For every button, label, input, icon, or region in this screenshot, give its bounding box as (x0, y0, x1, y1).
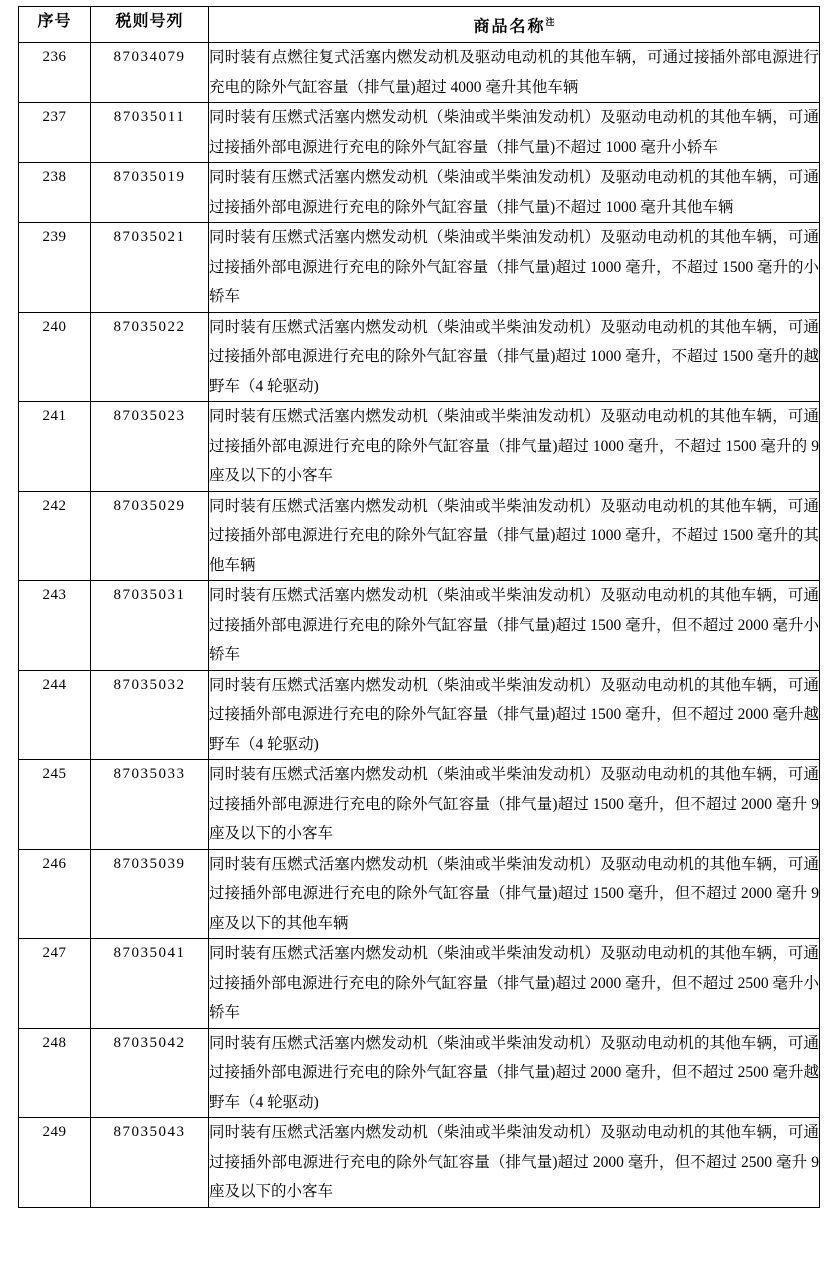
table-header (19, 7, 820, 43)
cell-seq: 238 (19, 163, 91, 223)
cell-seq: 236 (19, 43, 91, 103)
cell-name: 同时装有压燃式活塞内燃发动机（柴油或半柴油发动机）及驱动电动机的其他车辆，可通过接插外部电源进行充电的除外气缸容量（排气量)超过 1000 毫升，不超过 1500 毫升的其他车辆 (209, 491, 820, 581)
cell-seq: 248 (19, 1028, 91, 1118)
table-row (19, 223, 820, 313)
cell-seq: 246 (19, 849, 91, 939)
cell-code: 87035033 (91, 760, 209, 850)
cell-name: 同时装有点燃往复式活塞内燃发动机及驱动电动机的其他车辆，可通过接插外部电源进行充电的除外气缸容量（排气量)超过 4000 毫升其他车辆 (209, 43, 820, 103)
table-row (19, 402, 820, 492)
cell-seq: 245 (19, 760, 91, 850)
cell-code: 87035019 (91, 163, 209, 223)
cell-name: 同时装有压燃式活塞内燃发动机（柴油或半柴油发动机）及驱动电动机的其他车辆，可通过接插外部电源进行充电的除外气缸容量（排气量)超过 1000 毫升，不超过 1500 毫升的 9 座及以下的小客车 (209, 402, 820, 492)
cell-seq: 242 (19, 491, 91, 581)
column-header-code: 税则号列 (91, 7, 209, 43)
table-header-row (19, 7, 820, 43)
cell-code: 87035041 (91, 939, 209, 1029)
table-row (19, 1118, 820, 1208)
cell-seq: 243 (19, 581, 91, 671)
cell-code: 87035022 (91, 312, 209, 402)
table-row (19, 43, 820, 103)
tariff-table (18, 6, 820, 1208)
table-body (19, 43, 820, 1208)
cell-code: 87035042 (91, 1028, 209, 1118)
table-row (19, 491, 820, 581)
cell-code: 87035021 (91, 223, 209, 313)
cell-code: 87034079 (91, 43, 209, 103)
column-header-seq: 序号 (19, 7, 91, 43)
cell-seq: 247 (19, 939, 91, 1029)
cell-seq: 237 (19, 103, 91, 163)
cell-code: 87035031 (91, 581, 209, 671)
column-header-name-superscript: 注 (545, 17, 555, 27)
table-row (19, 103, 820, 163)
cell-name: 同时装有压燃式活塞内燃发动机（柴油或半柴油发动机）及驱动电动机的其他车辆，可通过接插外部电源进行充电的除外气缸容量（排气量)不超过 1000 毫升其他车辆 (209, 163, 820, 223)
cell-name: 同时装有压燃式活塞内燃发动机（柴油或半柴油发动机）及驱动电动机的其他车辆，可通过接插外部电源进行充电的除外气缸容量（排气量)超过 1500 毫升，但不超过 2000 毫升 9 座及以下的小客车 (209, 760, 820, 850)
cell-name: 同时装有压燃式活塞内燃发动机（柴油或半柴油发动机）及驱动电动机的其他车辆，可通过接插外部电源进行充电的除外气缸容量（排气量)超过 1500 毫升，但不超过 2000 毫升小轿车 (209, 581, 820, 671)
table-row (19, 163, 820, 223)
cell-seq: 240 (19, 312, 91, 402)
cell-name: 同时装有压燃式活塞内燃发动机（柴油或半柴油发动机）及驱动电动机的其他车辆，可通过接插外部电源进行充电的除外气缸容量（排气量)超过 1000 毫升，不超过 1500 毫升的越野车（4 轮驱动) (209, 312, 820, 402)
cell-seq: 241 (19, 402, 91, 492)
cell-name: 同时装有压燃式活塞内燃发动机（柴油或半柴油发动机）及驱动电动机的其他车辆，可通过接插外部电源进行充电的除外气缸容量（排气量)超过 2000 毫升，但不超过 2500 毫升小轿车 (209, 939, 820, 1029)
cell-name: 同时装有压燃式活塞内燃发动机（柴油或半柴油发动机）及驱动电动机的其他车辆，可通过接插外部电源进行充电的除外气缸容量（排气量)超过 2000 毫升，但不超过 2500 毫升越野车（4 轮驱动) (209, 1028, 820, 1118)
cell-name: 同时装有压燃式活塞内燃发动机（柴油或半柴油发动机）及驱动电动机的其他车辆，可通过接插外部电源进行充电的除外气缸容量（排气量)超过 1000 毫升，不超过 1500 毫升的小轿车 (209, 223, 820, 313)
cell-code: 87035011 (91, 103, 209, 163)
cell-code: 87035029 (91, 491, 209, 581)
cell-name: 同时装有压燃式活塞内燃发动机（柴油或半柴油发动机）及驱动电动机的其他车辆，可通过接插外部电源进行充电的除外气缸容量（排气量)不超过 1000 毫升小轿车 (209, 103, 820, 163)
table-row (19, 760, 820, 850)
table-row (19, 670, 820, 760)
table-row (19, 581, 820, 671)
column-header-name-text: 商品名称 (473, 18, 546, 36)
table-row (19, 939, 820, 1029)
table-row (19, 849, 820, 939)
cell-seq: 244 (19, 670, 91, 760)
cell-code: 87035023 (91, 402, 209, 492)
cell-code: 87035043 (91, 1118, 209, 1208)
cell-code: 87035039 (91, 849, 209, 939)
cell-name: 同时装有压燃式活塞内燃发动机（柴油或半柴油发动机）及驱动电动机的其他车辆，可通过接插外部电源进行充电的除外气缸容量（排气量)超过 1500 毫升，但不超过 2000 毫升越野车（4 轮驱动) (209, 670, 820, 760)
cell-seq: 239 (19, 223, 91, 313)
column-header-name (209, 7, 820, 43)
cell-name: 同时装有压燃式活塞内燃发动机（柴油或半柴油发动机）及驱动电动机的其他车辆，可通过接插外部电源进行充电的除外气缸容量（排气量)超过 1500 毫升，但不超过 2000 毫升 9 座及以下的其他车辆 (209, 849, 820, 939)
cell-name: 同时装有压燃式活塞内燃发动机（柴油或半柴油发动机）及驱动电动机的其他车辆，可通过接插外部电源进行充电的除外气缸容量（排气量)超过 2000 毫升，但不超过 2500 毫升 9 座及以下的小客车 (209, 1118, 820, 1208)
cell-seq: 249 (19, 1118, 91, 1208)
table-row (19, 312, 820, 402)
cell-code: 87035032 (91, 670, 209, 760)
table-row (19, 1028, 820, 1118)
